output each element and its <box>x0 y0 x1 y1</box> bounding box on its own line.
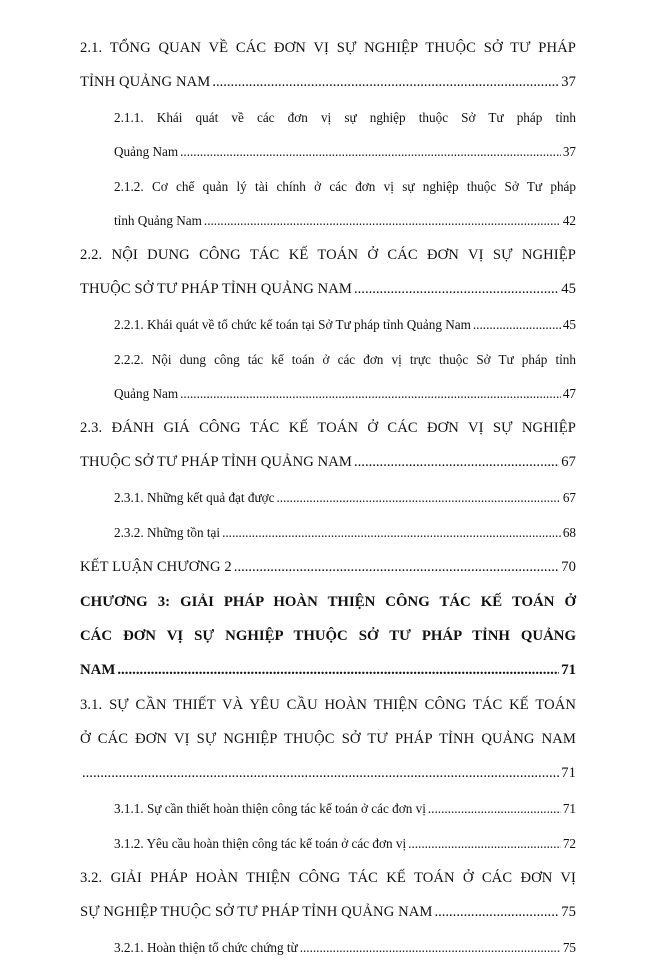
dot-leader <box>408 831 561 856</box>
toc-page-number: 42 <box>562 213 576 228</box>
toc-entry-text-line: 3.1. SỰ CẦN THIẾT VÀ YÊU CẦU HOÀN THIỆN CÔNG TÁC KẾ TOÁN <box>80 697 576 713</box>
toc-entry-title: 3.2.1. Hoàn thiện tổ chức chứng từ <box>114 940 298 955</box>
toc-entry-title: Quảng Nam <box>114 386 179 401</box>
dot-leader <box>428 796 561 821</box>
dot-leader <box>276 485 560 510</box>
dot-leader <box>234 555 559 580</box>
toc-page-number: 70 <box>561 559 576 575</box>
toc-page-number: 75 <box>562 940 576 955</box>
toc-page-number: 71 <box>561 662 576 678</box>
toc-entry-3-1-1[interactable] <box>80 796 576 831</box>
dot-leader <box>117 658 559 683</box>
toc-entry-3-1[interactable] <box>80 693 576 796</box>
toc-entry-text-line: 2.1.1. Khái quát về các đơn vị sự nghiệp thuộc Sở Tư pháp tỉnh <box>114 110 576 125</box>
toc-page-number: 37 <box>561 74 576 90</box>
toc-entry-kl2[interactable] <box>80 555 576 590</box>
toc-entry-text-line: 3.2. GIẢI PHÁP HOÀN THIỆN CÔNG TÁC KẾ TOÁN Ở CÁC ĐƠN VỊ <box>80 870 576 886</box>
dot-leader <box>204 208 561 233</box>
toc-entry-text-line: 2.1. TỔNG QUAN VỀ CÁC ĐƠN VỊ SỰ NGHIỆP THUỘC SỞ TƯ PHÁP <box>80 40 576 56</box>
toc-entry-2-1-1[interactable] <box>80 105 576 174</box>
toc-entry-text-line: Ở CÁC ĐƠN VỊ SỰ NGHIỆP THUỘC SỞ TƯ PHÁP TỈNH QUẢNG NAM <box>80 731 576 747</box>
toc-entry-2-2-2[interactable] <box>80 347 576 416</box>
toc-entry-title: tỉnh Quảng Nam <box>114 213 202 228</box>
toc-entry-3-2-1[interactable] <box>80 935 576 970</box>
toc-entry-text-line: 2.2.2. Nội dung công tác kế toán ở các đơn vị trực thuộc Sở Tư pháp tỉnh <box>114 352 576 367</box>
toc-entry-2-2-1[interactable] <box>80 312 576 347</box>
toc-page-number: 47 <box>562 386 576 401</box>
toc-page-number: 45 <box>561 281 576 297</box>
toc-page-number: 67 <box>562 490 576 505</box>
toc-page-number: 72 <box>562 836 576 851</box>
dot-leader <box>222 520 561 545</box>
toc-entry-title: TỈNH QUẢNG NAM <box>80 74 211 90</box>
dot-leader <box>473 312 561 337</box>
toc-page-number: 67 <box>561 454 576 470</box>
dot-leader <box>180 139 561 164</box>
toc-entry-title: KẾT LUẬN CHƯƠNG 2 <box>80 559 232 575</box>
toc-entry-3-1-2[interactable] <box>80 831 576 866</box>
toc-entry-2-1-2[interactable] <box>80 174 576 243</box>
toc-entry-2-3[interactable] <box>80 416 576 485</box>
toc-entry-title: 3.1.1. Sự cần thiết hoàn thiện công tác kế toán ở các đơn vị <box>114 801 426 816</box>
toc-entry-title: SỰ NGHIỆP THUỘC SỞ TƯ PHÁP TỈNH QUẢNG NAM <box>80 904 433 920</box>
toc-entry-3-2[interactable] <box>80 866 576 935</box>
toc-page-number: 37 <box>562 144 576 159</box>
toc-page-number: 71 <box>562 801 576 816</box>
toc-page-number: 68 <box>562 525 576 540</box>
toc-entry-2-3-2[interactable] <box>80 520 576 555</box>
toc-entry-title: THUỘC SỞ TƯ PHÁP TỈNH QUẢNG NAM <box>80 281 352 297</box>
toc-entry-title: 3.1.2. Yêu cầu hoàn thiện công tác kế toán ở các đơn vị <box>114 836 407 851</box>
toc-entry-2-1[interactable] <box>80 36 576 105</box>
toc-entry-title: Quảng Nam <box>114 144 179 159</box>
table-of-contents <box>80 36 576 970</box>
toc-entry-text-line: CHƯƠNG 3: GIẢI PHÁP HOÀN THIỆN CÔNG TÁC KẾ TOÁN Ở <box>80 594 576 610</box>
toc-entry-title: 2.3.1. Những kết quả đạt được <box>114 490 275 505</box>
toc-entry-text-line: 2.3. ĐÁNH GIÁ CÔNG TÁC KẾ TOÁN Ở CÁC ĐƠN VỊ SỰ NGHIỆP <box>80 420 576 436</box>
toc-entry-text-line: 2.1.2. Cơ chế quản lý tài chính ở các đơn vị sự nghiệp thuộc Sở Tư pháp <box>114 179 576 194</box>
toc-entry-ch3[interactable] <box>80 590 576 693</box>
dot-leader <box>82 761 559 786</box>
toc-entry-title: 2.3.2. Những tồn tại <box>114 525 221 540</box>
dot-leader <box>300 935 561 960</box>
toc-entry-2-2[interactable] <box>80 243 576 312</box>
toc-page-number: 45 <box>562 317 576 332</box>
toc-page-number: 75 <box>561 904 576 920</box>
toc-entry-title: NAM <box>80 662 116 678</box>
toc-entry-2-3-1[interactable] <box>80 485 576 520</box>
toc-entry-title: 2.2.1. Khái quát về tổ chức kế toán tại Sở Tư pháp tỉnh Quảng Nam <box>114 317 471 332</box>
dot-leader <box>180 381 561 406</box>
dot-leader <box>434 900 559 925</box>
dot-leader <box>212 70 559 95</box>
toc-page-number: 71 <box>561 765 576 781</box>
toc-entry-title: THUỘC SỞ TƯ PHÁP TỈNH QUẢNG NAM <box>80 454 352 470</box>
dot-leader <box>354 277 559 302</box>
toc-entry-text-line: CÁC ĐƠN VỊ SỰ NGHIỆP THUỘC SỞ TƯ PHÁP TỈNH QUẢNG <box>80 628 576 644</box>
dot-leader <box>354 450 559 475</box>
toc-entry-text-line: 2.2. NỘI DUNG CÔNG TÁC KẾ TOÁN Ở CÁC ĐƠN VỊ SỰ NGHIỆP <box>80 247 576 263</box>
